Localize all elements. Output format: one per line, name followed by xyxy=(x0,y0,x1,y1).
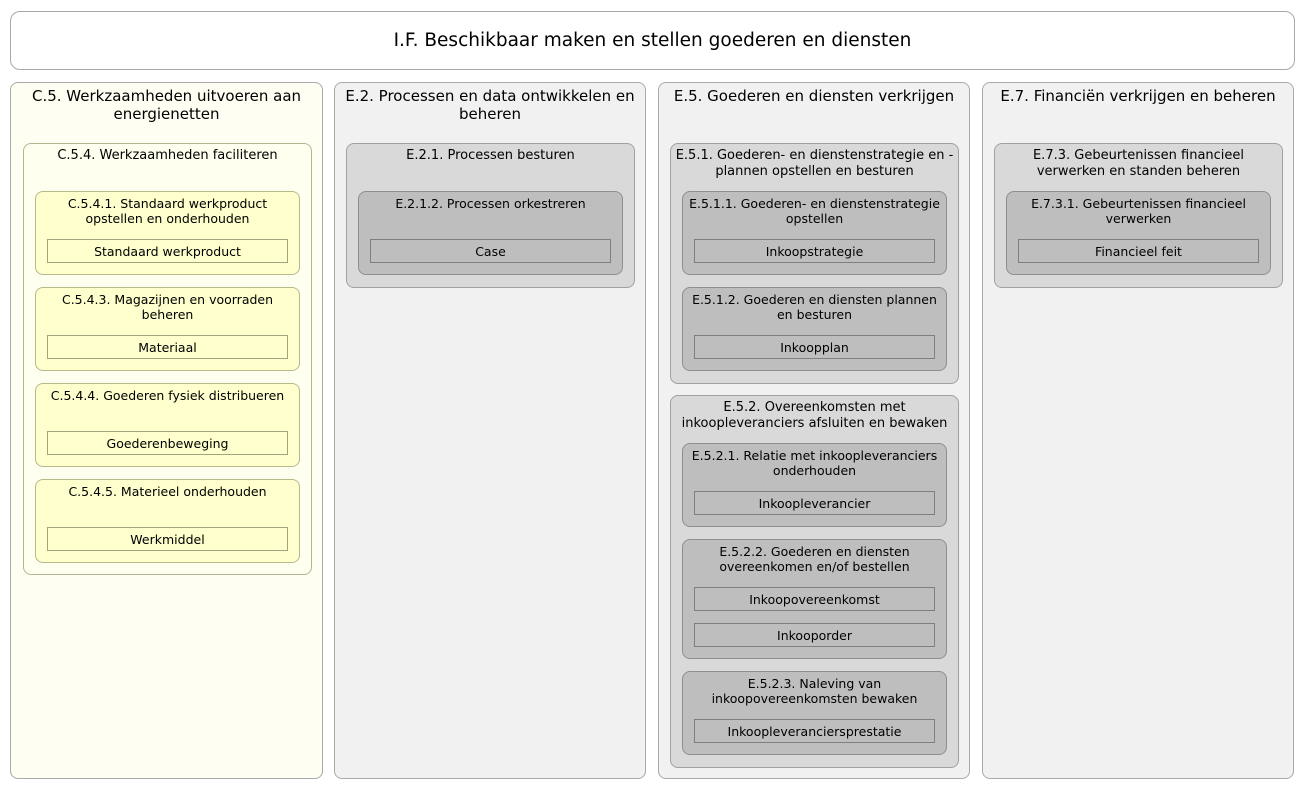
group-e21 xyxy=(346,143,635,288)
group-title: E.5.2. Overeenkomsten met inkoopleveranciers afsluiten en bewaken xyxy=(681,400,948,431)
subgroup-c545 xyxy=(35,479,300,563)
subgroup-e522 xyxy=(682,539,947,659)
group-title: E.5.1. Goederen- en dienstenstrategie en -plannen opstellen en besturen xyxy=(675,148,954,179)
group-title: C.5.4. Werkzaamheden faciliteren xyxy=(57,148,278,163)
subgroup-e521 xyxy=(682,443,947,527)
column-c5 xyxy=(10,82,323,779)
subgroup-title: E.7.3.1. Gebeurtenissen financieel verwerken xyxy=(1031,196,1246,226)
object-item: Goederenbeweging xyxy=(47,431,288,455)
subgroup-title: E.5.1.2. Goederen en diensten plannen en besturen xyxy=(692,292,937,322)
group-e73 xyxy=(994,143,1283,288)
column-e7 xyxy=(982,82,1294,779)
subgroup-title: C.5.4.5. Materieel onderhouden xyxy=(68,484,267,499)
object-item: Werkmiddel xyxy=(47,527,288,551)
group-e51 xyxy=(670,143,959,384)
group-title: E.7.3. Gebeurtenissen financieel verwerken en standen beheren xyxy=(1032,148,1245,179)
subgroup-e511 xyxy=(682,191,947,275)
object-item: Inkoopplan xyxy=(694,335,935,359)
diagram-title: I.F. Beschikbaar maken en stellen goederen en diensten xyxy=(393,30,912,51)
subgroup-c544 xyxy=(35,383,300,467)
subgroup-e212 xyxy=(358,191,623,275)
column-title: E.5. Goederen en diensten verkrijgen xyxy=(673,87,955,105)
column-e5 xyxy=(658,82,970,779)
column-e2 xyxy=(334,82,646,779)
subgroup-title: E.5.2.3. Naleving van inkoopovereenkomsten bewaken xyxy=(711,676,918,706)
column-title: C.5. Werkzaamheden uitvoeren aan energienetten xyxy=(31,87,302,123)
object-item: Financieel feit xyxy=(1018,239,1259,263)
object-item: Inkoopovereenkomst xyxy=(694,587,935,611)
column-title: E.2. Processen en data ontwikkelen en beheren xyxy=(345,87,635,123)
subgroup-title: E.5.1.1. Goederen- en dienstenstrategie opstellen xyxy=(689,196,940,226)
subgroup-title: E.5.2.2. Goederen en diensten overeenkomen en/of bestellen xyxy=(719,544,910,574)
object-item: Standaard werkproduct xyxy=(47,239,288,263)
column-title: E.7. Financiën verkrijgen en beheren xyxy=(1000,87,1276,105)
subgroup-title: E.5.2.1. Relatie met inkoopleveranciers onderhouden xyxy=(691,448,938,478)
object-item: Inkoopleveranciersprestatie xyxy=(694,719,935,743)
object-item: Inkoopleverancier xyxy=(694,491,935,515)
diagram-title-box xyxy=(10,11,1295,70)
subgroup-title: E.2.1.2. Processen orkestreren xyxy=(395,196,586,211)
subgroup-c543 xyxy=(35,287,300,371)
subgroup-e523 xyxy=(682,671,947,755)
object-item: Inkooporder xyxy=(694,623,935,647)
subgroup-c541 xyxy=(35,191,300,275)
object-item: Inkoopstrategie xyxy=(694,239,935,263)
subgroup-e731 xyxy=(1006,191,1271,275)
subgroup-e512 xyxy=(682,287,947,371)
group-e52 xyxy=(670,395,959,768)
group-c54 xyxy=(23,143,312,575)
subgroup-title: C.5.4.1. Standaard werkproduct opstellen en onderhouden xyxy=(67,196,268,226)
object-item: Materiaal xyxy=(47,335,288,359)
subgroup-title: C.5.4.4. Goederen fysiek distribueren xyxy=(50,388,285,403)
object-item: Case xyxy=(370,239,611,263)
subgroup-title: C.5.4.3. Magazijnen en voorraden beheren xyxy=(61,292,274,322)
group-title: E.2.1. Processen besturen xyxy=(406,148,575,163)
